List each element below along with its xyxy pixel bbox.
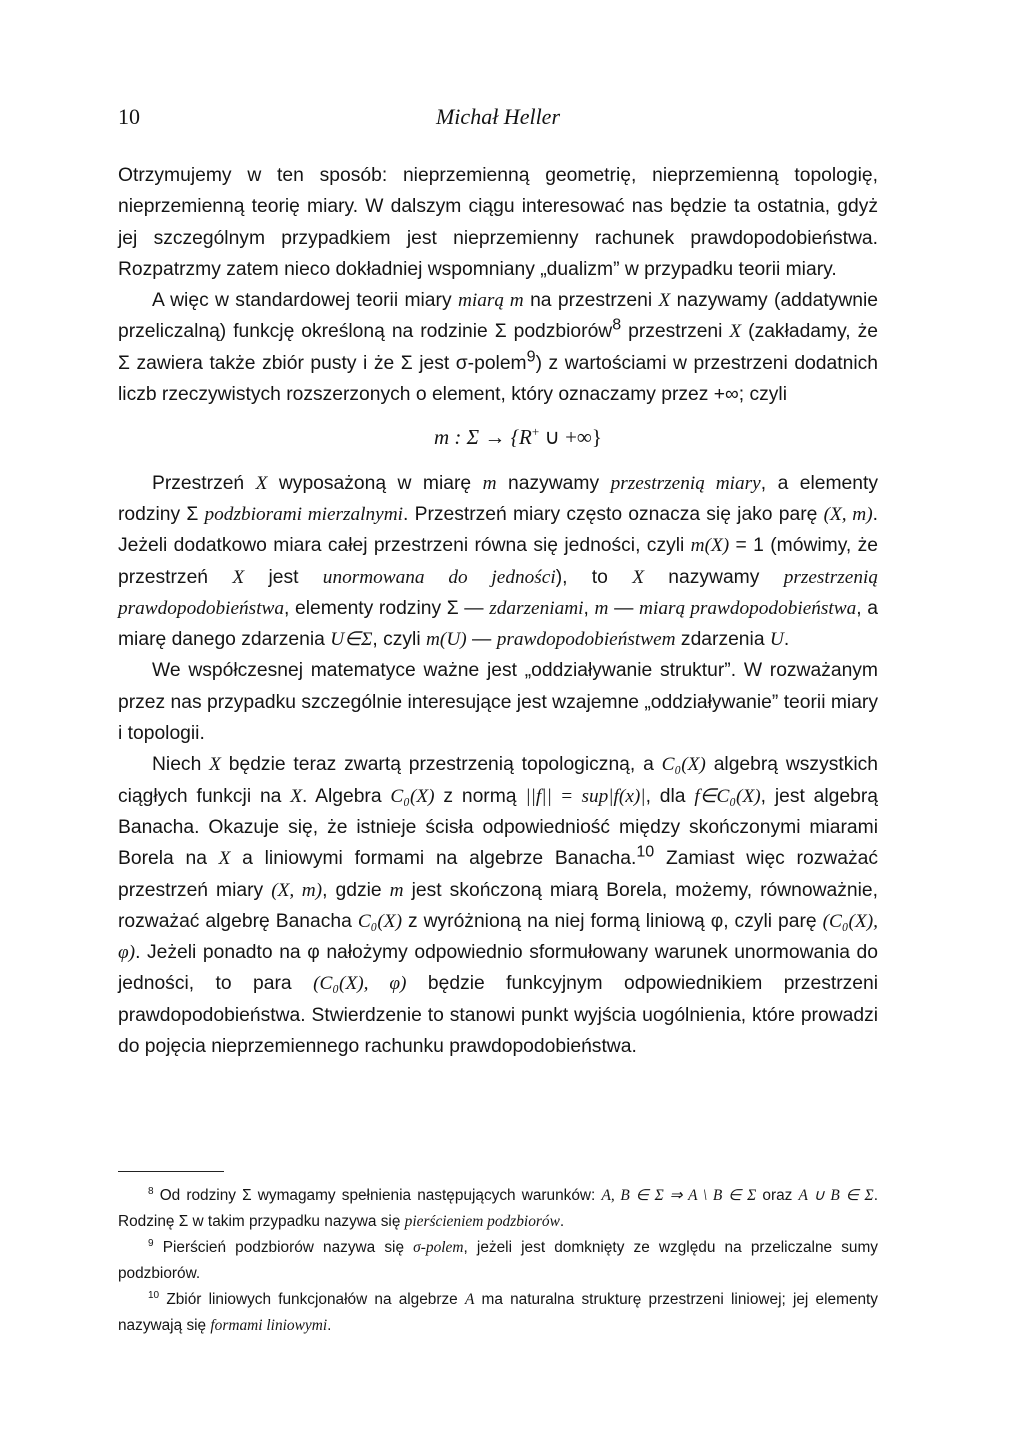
running-author: Michał Heller	[435, 104, 561, 129]
term: podzbiorami mierzalnymi	[204, 503, 404, 525]
text: jest skończoną miarą Borela, możemy, równoważnie, rozważać algebrę Banacha	[118, 879, 879, 932]
term: miarą prawdopodobieństwa	[639, 597, 857, 619]
footnote-number: 8	[148, 1185, 154, 1197]
text: zdarzenia	[675, 629, 770, 651]
text: nazywamy	[643, 566, 784, 588]
math-x: X	[255, 472, 268, 494]
text: będzie funkcyjnym odpowiednikiem przestrzeni prawdopodobieństwa. Stwierdzenie to stanowi punkt wyjścia uogólnienia, które prowadzi do pojęcia nieprzemiennego rachunku prawdopodobieństwa.	[118, 973, 878, 1058]
text: algebrą wszystkich ciągłych funkcji na	[118, 754, 878, 807]
text: ,	[583, 597, 595, 619]
math-f-in: f∈C₀(X)	[694, 785, 761, 807]
math: A, B ∈ Σ ⇒ A \ B ∈ Σ	[601, 1187, 757, 1204]
text: —	[466, 629, 497, 651]
text: Niech	[152, 754, 210, 776]
text: z normą	[434, 785, 526, 807]
text: ), to	[555, 566, 633, 588]
math-x: X	[232, 566, 245, 588]
math-x: X	[658, 290, 671, 312]
running-header	[118, 104, 878, 134]
text: .	[327, 1317, 332, 1334]
paragraph-3	[118, 468, 878, 656]
text: z wyróżnioną na niej formą liniową φ, czyli parę	[402, 910, 823, 932]
math-norm: ||f|| = sup|f(x)|	[525, 785, 646, 807]
text: , a elementy rodziny Σ	[118, 472, 878, 525]
formula-right: ∪ +∞}	[539, 425, 602, 450]
paragraph-4: We współczesnej matematyce ważne jest „oddziaływanie struktur”. W rozważanym przez nas przypadku szczególnie interesujące jest wzajemne „oddziaływanie” teorii miary i topologii.	[118, 660, 878, 745]
paragraph-5	[118, 749, 878, 1062]
text: , a miarę danego zdarzenia	[118, 597, 879, 651]
text: jest	[244, 566, 323, 588]
math: A	[464, 1291, 475, 1308]
math-x: X	[290, 785, 302, 807]
formula-sup: +	[531, 424, 540, 440]
text: na przestrzeni	[523, 290, 659, 312]
math-c0x: C₀(X)	[661, 754, 706, 776]
text: , elementy rodziny Σ —	[284, 597, 490, 619]
term: przestrzenią miary	[610, 472, 761, 494]
footnote-10	[118, 1287, 878, 1339]
text: , gdzie	[322, 879, 390, 901]
math-mx: m(X)	[690, 535, 730, 557]
paragraph-2	[118, 285, 878, 410]
math-c0x: C₀(X)	[390, 785, 435, 807]
math-m: m	[389, 879, 404, 901]
math-u-in-sigma: U∈Σ	[330, 629, 373, 651]
math-u: U	[769, 629, 784, 651]
term: pierścieniem podzbiorów	[404, 1213, 560, 1230]
math-m: m	[594, 597, 609, 619]
term: przestrzenią prawdopodobieństwa	[118, 566, 878, 619]
text: Pierścień podzbiorów nazywa się	[153, 1239, 414, 1256]
page-number: 10	[118, 104, 140, 129]
footnote-9	[118, 1235, 878, 1287]
text: A więc w standardowej teorii miary	[152, 290, 458, 312]
footnote-8	[118, 1183, 878, 1235]
text: , jest algebrą Banacha. Okazuje się, że istnieje ścisła odpowiedniość między skończonymi miarami Borela na	[118, 785, 878, 870]
text: . Algebra	[302, 785, 391, 807]
term: formami liniowymi	[210, 1317, 328, 1334]
paragraph-1: Otrzymujemy w ten sposób: nieprzemienną geometrię, nieprzemienną topologię, nieprzemienną teorię miary. W dalszym ciągu interesować nas będzie ta ostatnia, gdyż jej szczególnym przypadkiem jest nieprzemienny rachunek prawdopodobieństwa. Rozpatrzmy zatem nieco dokładniej wspomniany „dualizm” w przypadku teorii miary.	[118, 165, 878, 280]
term-miara: miarą m	[457, 290, 524, 312]
footnote-ref-9[interactable]: 9	[526, 347, 536, 366]
term: σ-polem	[413, 1239, 464, 1256]
text: (zakładamy, że Σ zawiera także zbiór pusty i że Σ jest σ-polem	[118, 321, 878, 374]
math: A ∪ B ∈ Σ	[798, 1187, 874, 1204]
math-pair: (X, m)	[271, 879, 323, 901]
text: przestrzeni	[621, 321, 730, 343]
footnote-number: 10	[148, 1289, 160, 1301]
math-m: m	[482, 472, 497, 494]
text: , jeżeli jest domknięty ze względu na przeliczalne sumy podzbiorów.	[118, 1239, 879, 1282]
text: Zamiast więc rozważać przestrzeń miary	[118, 848, 878, 901]
text: nazywamy	[496, 472, 611, 494]
math-x: X	[729, 321, 742, 343]
term: prawdopodobieństwem	[496, 629, 676, 651]
text: a liniowymi formami na algebrze Banacha.	[230, 848, 637, 870]
footnote-rule	[118, 1171, 224, 1172]
footnote-ref-8[interactable]: 8	[612, 316, 622, 335]
text: Zbiór liniowych funkcjonałów na algebrze	[159, 1291, 465, 1308]
math-pair: (X, m)	[823, 503, 873, 525]
text: Przestrzeń	[152, 472, 256, 494]
formula-left: m : Σ → {R	[434, 425, 532, 450]
text: . Przestrzeń miary często oznacza się jako parę	[403, 503, 824, 525]
text: wyposażoną w miarę	[267, 472, 483, 494]
text: . Jeżeli dodatkowo miara całej przestrzeni równa się jedności, czyli	[118, 503, 878, 557]
term: unormowana do jedności	[322, 566, 556, 588]
text: będzie teraz zwartą przestrzenią topologiczną, a	[220, 754, 662, 776]
text: , dla	[645, 785, 695, 807]
display-formula	[158, 422, 878, 453]
math-x: X	[209, 754, 221, 776]
footnote-ref-10[interactable]: 10	[636, 842, 655, 861]
footnotes	[118, 1183, 878, 1339]
math-x: X	[632, 566, 644, 588]
text: ) z wartościami w przestrzeni dodatnich liczb rzeczywistych rozszerzonych o element, który oznaczamy przez +∞; czyli	[118, 352, 878, 406]
text: .	[783, 629, 790, 651]
text: . Rodzinę Σ w takim przypadku nazywa się	[118, 1187, 878, 1230]
text: , czyli	[372, 629, 426, 651]
text: —	[608, 597, 640, 619]
math-mu: m(U)	[425, 629, 467, 651]
math-c0x: C₀(X)	[357, 910, 402, 932]
math-pair: (C₀(X), φ)	[118, 910, 878, 964]
math-pair: (C₀(X), φ)	[313, 973, 407, 995]
text: = 1 (mówimy, że przestrzeń	[118, 535, 878, 588]
footnote-number: 9	[148, 1237, 154, 1249]
text: ma naturalna strukturę przestrzeni liniowej; jej elementy nazywają się	[118, 1291, 878, 1334]
term: zdarzeniami	[489, 597, 584, 619]
text: oraz	[756, 1187, 799, 1204]
body-text	[118, 160, 878, 1062]
text: Od rodziny Σ wymagamy spełnienia następujących warunków:	[153, 1187, 602, 1204]
text: nazywamy (addatywnie przeliczalną) funkcję określoną na rodzinie Σ podzbiorów	[118, 290, 878, 343]
text: . Jeżeli ponadto na φ nałożymy odpowiednio sformułowany warunek unormowania do jedności, to para	[118, 942, 878, 995]
math-x: X	[218, 848, 231, 870]
text: .	[559, 1213, 565, 1230]
